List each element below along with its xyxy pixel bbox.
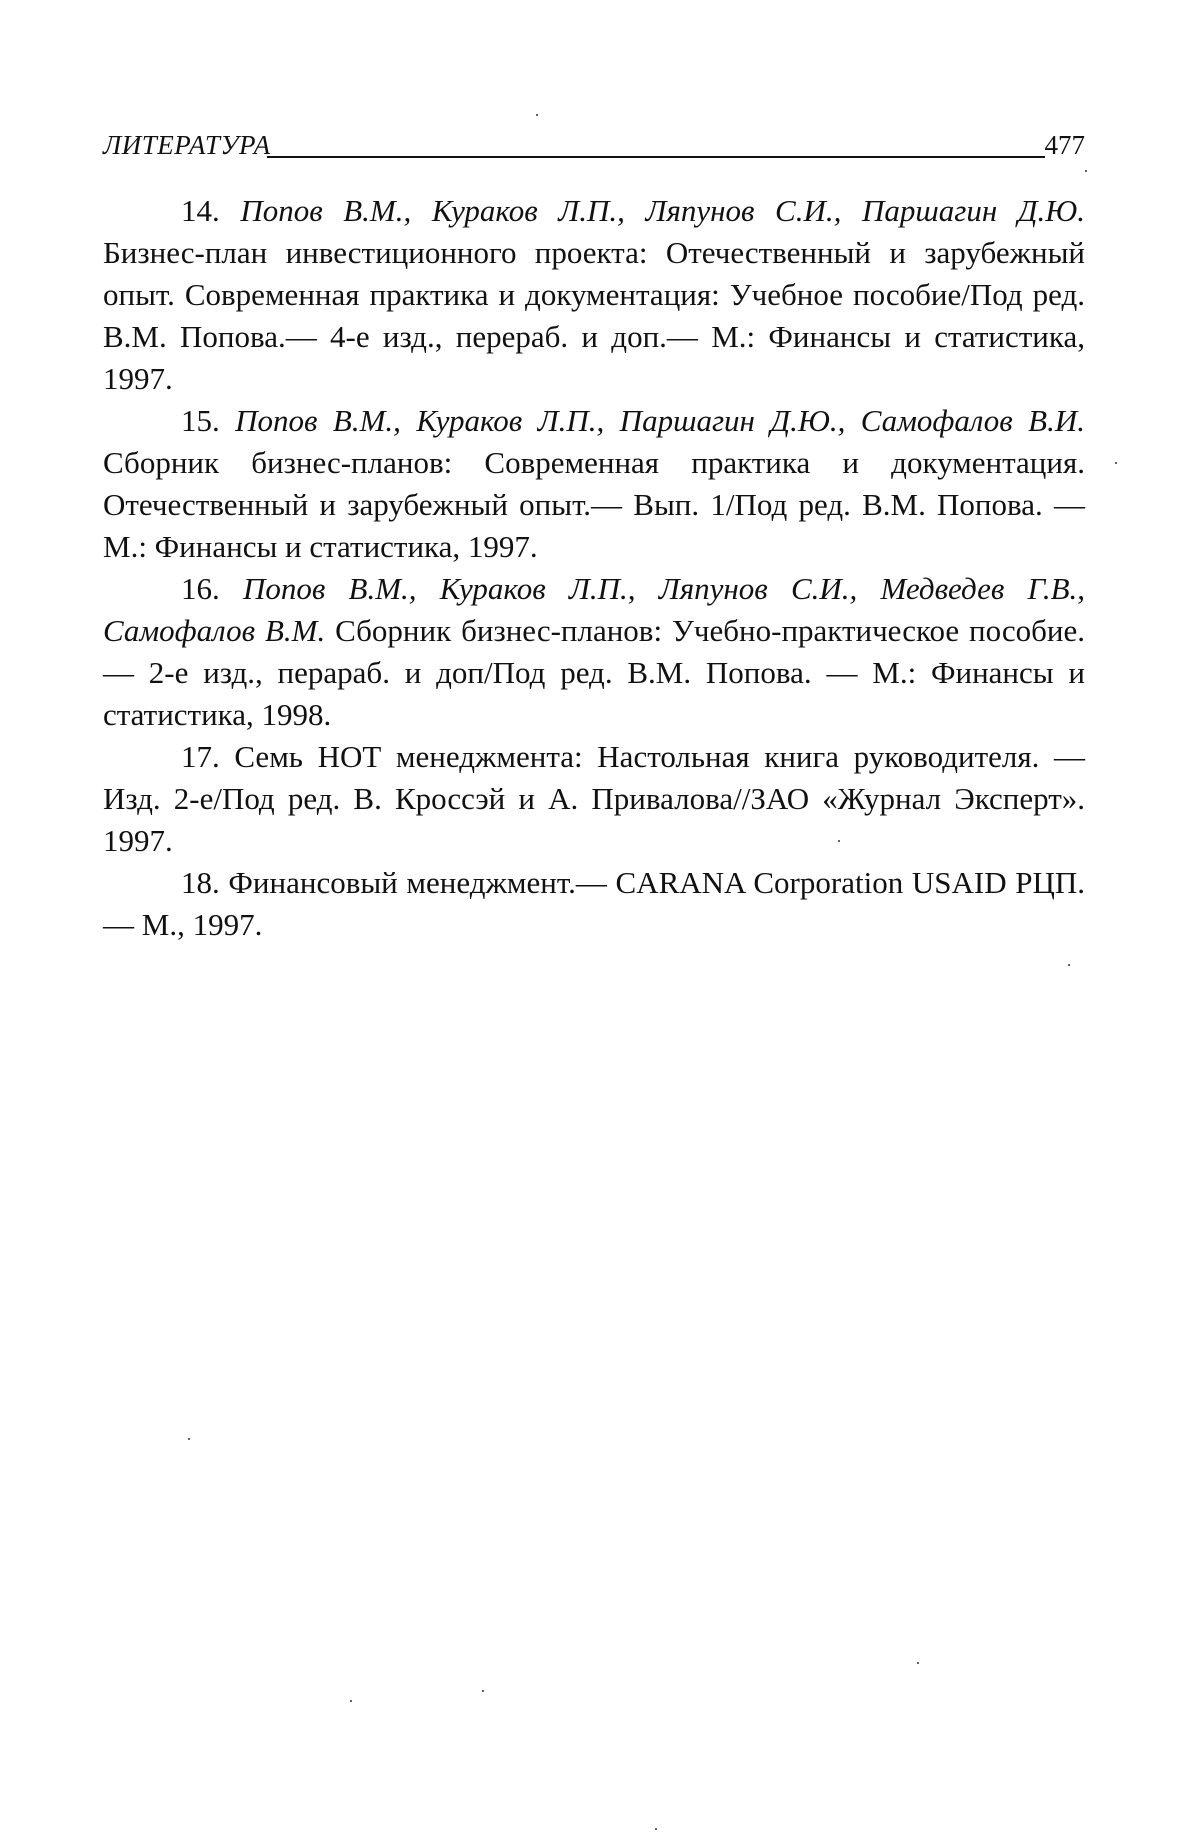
scan-speck: [350, 1700, 352, 1702]
reference-item: [103, 190, 1085, 400]
reference-authors: Попов В.М., Кураков Л.П., Ляпунов С.И., Паршагин Д.Ю.: [240, 193, 1085, 228]
header-rule: [267, 156, 1045, 158]
page-number: 477: [1044, 130, 1085, 160]
running-header: [103, 124, 1085, 164]
reference-list: [103, 190, 1085, 946]
scan-speck: [1115, 462, 1117, 464]
scan-speck: [482, 1690, 484, 1692]
reference-number: 18.: [181, 865, 220, 900]
scan-speck: [1068, 964, 1070, 966]
reference-item: [103, 400, 1085, 568]
reference-text: Семь НОТ менеджмента: Настольная книга руководителя. — Изд. 2-е/Под ред. В. Кроссэй и А. Привалова//ЗАО «Журнал Эксперт». 1997.: [103, 739, 1085, 858]
reference-authors: Попов В.М., Кураков Л.П., Паршагин Д.Ю., Самофалов В.И.: [235, 403, 1085, 438]
reference-number: 15.: [181, 403, 220, 438]
reference-number: 16.: [181, 571, 220, 606]
reference-text: Бизнес-план инвестиционного проекта: Отечественный и зарубежный опыт. Современная практика и документация: Учебное пособие/Под ред. В.М. Попова.— 4-е изд., перераб. и доп.— М.: Финансы и статистика, 1997.: [103, 235, 1085, 396]
reference-authors: Попов В.М., Кураков Л.П., Ляпунов С.И., Медведев Г.В., Самофалов В.М.: [103, 571, 1085, 648]
reference-item: [103, 568, 1085, 736]
reference-text: Сборник бизнес-планов: Современная практика и документация. Отечественный и зарубежный опыт.— Вып. 1/Под ред. В.М. Попова. — М.: Финансы и статистика, 1997.: [103, 445, 1085, 564]
scan-speck: [655, 1828, 657, 1830]
scan-speck: [838, 840, 840, 842]
scan-speck: [536, 114, 538, 116]
reference-text: Финансовый менеджмент.— CARANA Corporation USAID РЦП.— М., 1997.: [103, 865, 1086, 942]
reference-item: [103, 862, 1085, 946]
header-title: ЛИТЕРАТУРА: [103, 130, 271, 160]
reference-number: 17.: [181, 739, 220, 774]
reference-text: Сборник бизнес-планов: Учебно-практическое пособие. — 2-е изд., перараб. и доп/Под ред. В.М. Попова. — М.: Финансы и статистика, 1998.: [103, 613, 1085, 732]
scan-speck: [1085, 170, 1087, 172]
scan-speck: [917, 1662, 919, 1664]
reference-number: 14.: [181, 193, 220, 228]
reference-item: [103, 736, 1085, 862]
scan-speck: [188, 1438, 190, 1440]
